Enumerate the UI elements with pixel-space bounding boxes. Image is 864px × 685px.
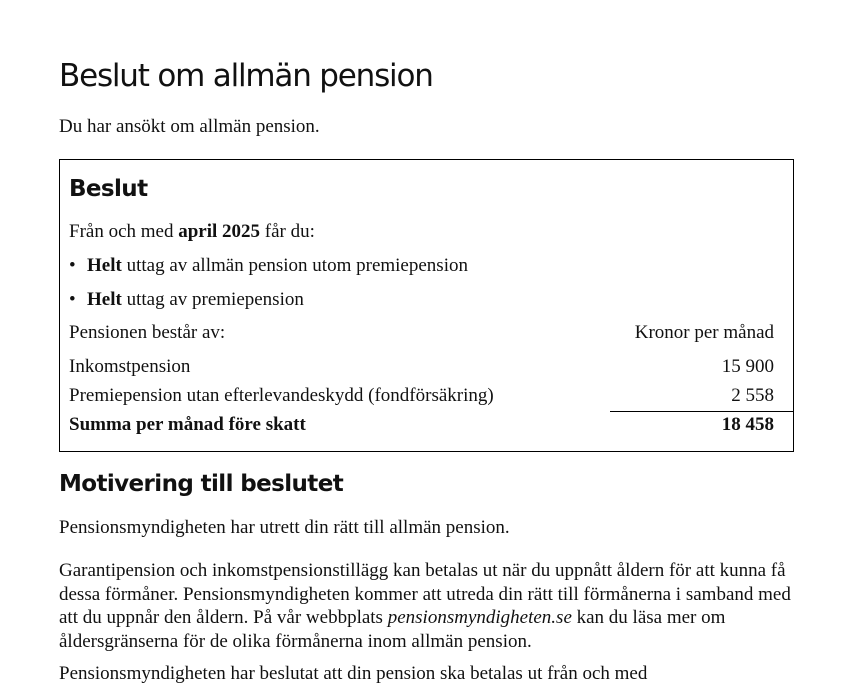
motivation-heading: Motivering till beslutet [59, 471, 344, 497]
total-amount: 18 458 [721, 414, 774, 435]
consists-label: Pensionen består av: [69, 322, 226, 343]
bullet-item [69, 289, 304, 311]
motivation-paragraph: Pensionsmyndigheten har utrett din rätt till allmän pension. [59, 517, 510, 538]
motivation-paragraph: Pensionsmyndigheten har beslutat att din pension ska betalas ut från och med [59, 663, 648, 684]
bullet-bold: Helt [87, 289, 122, 310]
sum-divider [610, 411, 793, 412]
bullet-icon: • [69, 255, 76, 276]
row-label: Inkomstpension [69, 356, 191, 377]
decision-from-line [69, 221, 315, 243]
decision-box [59, 159, 794, 452]
bullet-icon: • [69, 289, 76, 310]
from-suffix: får du: [260, 221, 315, 242]
decision-heading: Beslut [69, 176, 148, 202]
website-reference: pensionsmyndigheten.se [387, 607, 572, 628]
from-prefix: Från och med [69, 221, 179, 242]
amount-header: Kronor per månad [634, 322, 774, 343]
row-label: Premiepension utan efterlevandeskydd (fondförsäkring) [69, 385, 494, 406]
row-amount: 2 558 [731, 385, 774, 406]
total-label: Summa per månad före skatt [69, 414, 306, 435]
bullet-item [69, 255, 468, 277]
from-date: april 2025 [178, 221, 261, 242]
paragraph-text: kan du läsa mer om åldersgränserna för de olika förmånerna inom allmän pension. [59, 607, 726, 652]
bullet-text: uttag av premiepension [121, 289, 304, 310]
row-amount: 15 900 [721, 356, 774, 377]
bullet-text: uttag av allmän pension utom premiepension [121, 255, 468, 276]
paragraph-text: Garantipension och inkomstpensionstillägg kan betalas ut när du uppnått åldern för att kunna få dessa förmåner. Pensionsmyndigheten kommer att utreda din rätt till förmånerna i samband med att du uppnår den åldern. På vår webbplats [59, 560, 791, 628]
page-title: Beslut om allmän pension [59, 58, 433, 94]
bullet-bold: Helt [87, 255, 122, 276]
intro-text: Du har ansökt om allmän pension. [59, 116, 320, 137]
motivation-paragraph [59, 559, 804, 653]
